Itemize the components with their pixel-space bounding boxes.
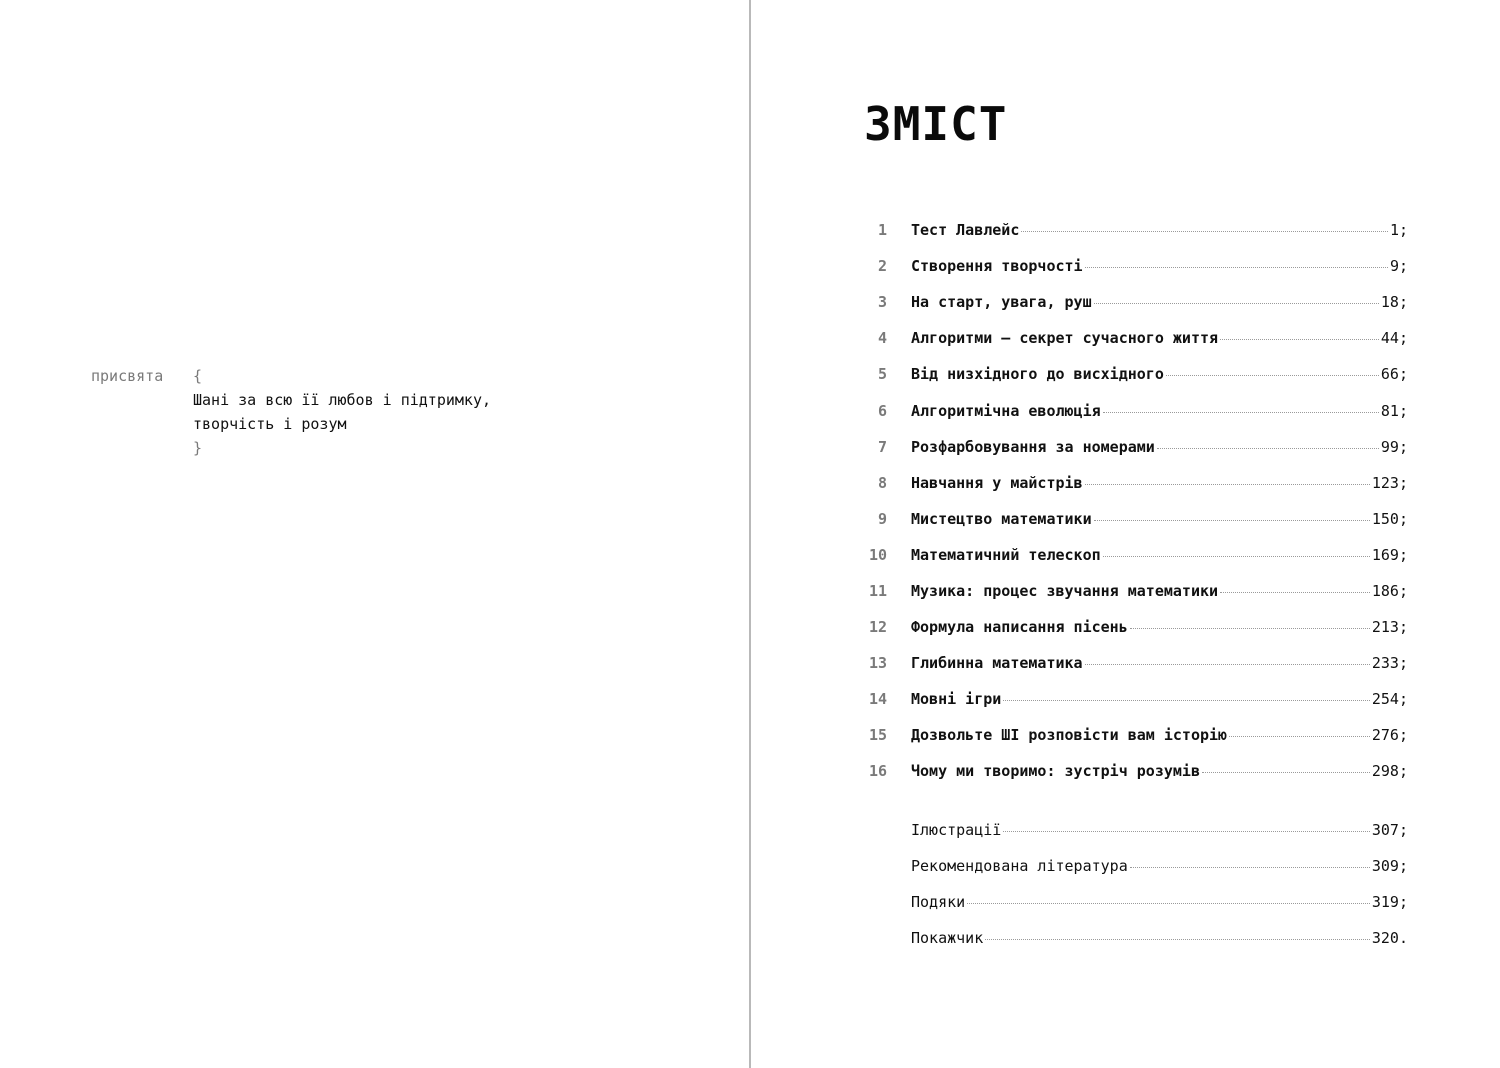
- toc-page-number: 150;: [1371, 509, 1408, 528]
- left-page: [0, 0, 749, 1068]
- toc-dot-leader: [1085, 664, 1370, 665]
- toc-chapter-number: 13: [868, 654, 887, 673]
- toc-chapter-number: 16: [868, 762, 887, 781]
- toc-entry-line: [911, 762, 1408, 780]
- toc-entry-line: [911, 857, 1408, 875]
- toc-entry-line: [911, 654, 1408, 672]
- dedication-line: творчість і розум: [193, 415, 347, 433]
- toc-page-number: 1;: [1389, 221, 1408, 240]
- toc-entry-title: Покажчик: [911, 929, 984, 948]
- toc-entry: [856, 573, 1408, 609]
- toc-entry-title: Тест Лавлейс: [911, 221, 1020, 240]
- toc-entry-line: [911, 821, 1408, 839]
- toc-entry-title: Чому ми творимо: зустріч розумів: [911, 762, 1200, 781]
- toc-entry-title: Мистецтво математики: [911, 509, 1092, 528]
- toc-dot-leader: [1103, 556, 1370, 557]
- toc-entry: [856, 717, 1408, 753]
- toc-entry-line: [911, 582, 1408, 600]
- toc-dot-leader: [1220, 339, 1379, 340]
- toc-entry-line: [911, 726, 1408, 744]
- toc-dot-leader: [1094, 520, 1370, 521]
- toc-dot-leader: [985, 939, 1370, 940]
- toc-dot-leader: [1130, 867, 1370, 868]
- toc-chapter-number: 1: [877, 221, 887, 240]
- toc-entry-line: [911, 618, 1408, 636]
- toc-dot-leader: [1166, 375, 1379, 376]
- toc-entry: [856, 920, 1408, 956]
- toc-back-matter-list: [856, 812, 1408, 956]
- toc-entry: [856, 429, 1408, 465]
- toc-page-number: 320.: [1371, 929, 1408, 948]
- toc-page-number: 123;: [1371, 473, 1408, 492]
- toc-entry-line: [911, 690, 1408, 708]
- toc-chapter-number: 9: [877, 509, 887, 528]
- toc-page-number: 307;: [1371, 821, 1408, 840]
- toc-page-number: 213;: [1371, 618, 1408, 637]
- toc-entry-line: [911, 510, 1408, 528]
- toc-chapter-number: 15: [868, 726, 887, 745]
- toc-entry-line: [911, 293, 1408, 311]
- toc-entry: [856, 753, 1408, 789]
- dedication-open-brace: {: [193, 367, 203, 385]
- toc-page-number: 298;: [1371, 762, 1408, 781]
- dedication-label: присвята: [91, 367, 164, 385]
- toc-page-number: 254;: [1371, 690, 1408, 709]
- toc-page-number: 276;: [1371, 726, 1408, 745]
- toc-dot-leader: [1157, 448, 1379, 449]
- toc-entry: [856, 501, 1408, 537]
- toc-entry: [856, 212, 1408, 248]
- toc-chapter-number: 10: [868, 545, 887, 564]
- toc-entry-line: [911, 257, 1408, 275]
- toc-chapter-number: 11: [868, 581, 887, 600]
- toc-entry: [856, 681, 1408, 717]
- toc-entry-title: Алгоритмічна еволюція: [911, 401, 1101, 420]
- toc-page-number: 233;: [1371, 654, 1408, 673]
- toc-chapter-number: 5: [877, 365, 887, 384]
- toc-dot-leader: [1103, 412, 1379, 413]
- toc-dot-leader: [1021, 231, 1388, 232]
- toc-entry-line: [911, 221, 1408, 239]
- toc-entry-title: Формула написання пісень: [911, 618, 1128, 637]
- toc-entry-line: [911, 438, 1408, 456]
- toc-dot-leader: [1094, 303, 1379, 304]
- toc-chapter-list: [856, 212, 1408, 790]
- toc-page-number: 186;: [1371, 581, 1408, 600]
- toc-page-number: 66;: [1380, 365, 1408, 384]
- toc-entry-title: Створення творчості: [911, 257, 1083, 276]
- toc-page-number: 319;: [1371, 893, 1408, 912]
- toc-entry-line: [911, 329, 1408, 347]
- toc-entry: [856, 884, 1408, 920]
- toc-entry: [856, 848, 1408, 884]
- toc-entry-title: Від низхідного до висхідного: [911, 365, 1164, 384]
- toc-entry-title: Ілюстрації: [911, 821, 1002, 840]
- toc-entry-title: На старт, увага, руш: [911, 293, 1092, 312]
- dedication-close-brace: }: [193, 439, 203, 457]
- toc-chapter-number: 8: [877, 473, 887, 492]
- toc-chapter-number: 7: [877, 437, 887, 456]
- toc-entry-title: Музика: процес звучання математики: [911, 581, 1219, 600]
- toc-chapter-number: 3: [877, 293, 887, 312]
- toc-page-number: 81;: [1380, 401, 1408, 420]
- dedication-body: [193, 364, 613, 460]
- toc-dot-leader: [1085, 484, 1370, 485]
- toc-title: ЗМІСТ: [864, 97, 1008, 151]
- toc-entry-title: Математичний телескоп: [911, 545, 1101, 564]
- toc-entry-title: Мовні ігри: [911, 690, 1002, 709]
- toc-entry-line: [911, 929, 1408, 947]
- toc-entry: [856, 537, 1408, 573]
- toc-entry-line: [911, 546, 1408, 564]
- toc-dot-leader: [1202, 772, 1370, 773]
- toc-dot-leader: [1085, 267, 1388, 268]
- toc-entry-line: [911, 893, 1408, 911]
- toc-page-number: 9;: [1389, 257, 1408, 276]
- toc-entry-title: Подяки: [911, 893, 966, 912]
- toc-entry-title: Розфарбовування за номерами: [911, 437, 1155, 456]
- toc-entry: [856, 465, 1408, 501]
- toc-entry: [856, 812, 1408, 848]
- toc-chapter-number: 14: [868, 690, 887, 709]
- toc-page-number: 99;: [1380, 437, 1408, 456]
- toc-page-number: 44;: [1380, 329, 1408, 348]
- toc-entry-title: Навчання у майстрів: [911, 473, 1083, 492]
- toc-entry-title: Дозвольте ШІ розповісти вам історію: [911, 726, 1228, 745]
- toc-dot-leader: [1229, 736, 1370, 737]
- toc-entry-line: [911, 365, 1408, 383]
- toc-entry-line: [911, 402, 1408, 420]
- toc-dot-leader: [967, 903, 1370, 904]
- toc-dot-leader: [1003, 700, 1370, 701]
- toc-chapter-number: 6: [877, 401, 887, 420]
- right-page: [751, 0, 1500, 1068]
- toc-page-number: 309;: [1371, 857, 1408, 876]
- toc-entry: [856, 645, 1408, 681]
- toc-chapter-number: 2: [877, 257, 887, 276]
- toc-entry-title: Глибинна математика: [911, 654, 1083, 673]
- dedication-line: Шані за всю її любов і підтримку,: [193, 391, 492, 409]
- toc-entry: [856, 392, 1408, 428]
- toc-dot-leader: [1220, 592, 1370, 593]
- toc-page-number: 18;: [1380, 293, 1408, 312]
- toc-entry: [856, 284, 1408, 320]
- toc-dot-leader: [1003, 831, 1370, 832]
- toc-entry: [856, 248, 1408, 284]
- toc-entry-line: [911, 474, 1408, 492]
- toc-page-number: 169;: [1371, 545, 1408, 564]
- toc-entry-title: Алгоритми — секрет сучасного життя: [911, 329, 1219, 348]
- toc-chapter-number: 12: [868, 618, 887, 637]
- toc-chapter-number: 4: [877, 329, 887, 348]
- toc-entry: [856, 356, 1408, 392]
- toc-entry: [856, 609, 1408, 645]
- toc-entry: [856, 320, 1408, 356]
- toc-entry-title: Рекомендована література: [911, 857, 1128, 876]
- toc-dot-leader: [1130, 628, 1370, 629]
